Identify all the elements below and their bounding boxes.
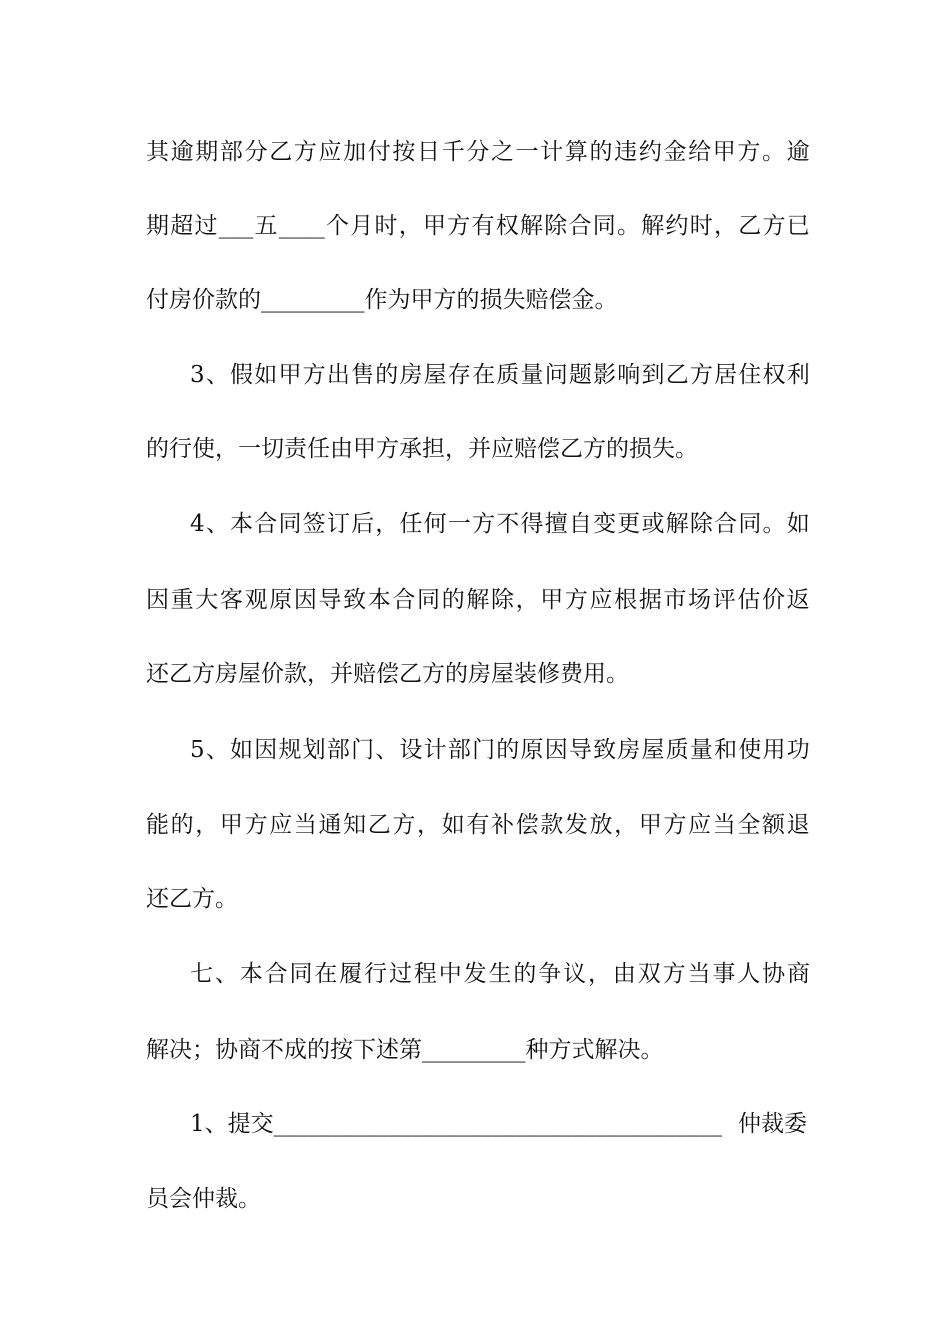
text-char: 签 — [302, 511, 326, 537]
text-char: 方 — [392, 812, 416, 838]
text-char: 根 — [614, 587, 638, 613]
text-char: 量 — [689, 737, 713, 763]
text-char: 方 — [564, 587, 588, 613]
text-char: ， — [375, 511, 399, 537]
text-char: 订 — [326, 511, 350, 537]
text-line-content: 的行使，一切责任由甲方承担，并应赔偿乙方的损失。 — [146, 436, 698, 462]
text-char: 利 — [786, 362, 810, 388]
text-char: 在 — [472, 362, 496, 388]
text-char: 价 — [762, 587, 786, 613]
text-char: 评 — [712, 587, 736, 613]
text-char: 款 — [540, 812, 564, 838]
text-char: 不 — [496, 511, 520, 537]
text-char: 其 — [146, 139, 169, 165]
text-char: 居 — [714, 362, 738, 388]
text-char: 除 — [689, 511, 713, 537]
text-line — [0, 734, 950, 766]
text-char: 除 — [544, 213, 568, 239]
text-char: 履 — [339, 961, 363, 987]
text-char: 中 — [438, 961, 462, 987]
text-char: 任 — [399, 511, 423, 537]
text-line-content: 付房价款的_________作为甲方的损失赔偿金。 — [146, 287, 618, 313]
text-char: 据 — [638, 587, 662, 613]
text-char: ， — [714, 213, 737, 239]
text-char: 乙 — [269, 139, 293, 165]
text-char: 。 — [762, 139, 786, 165]
text-line — [0, 359, 950, 391]
text-char: 权 — [762, 362, 786, 388]
text-char: 部 — [326, 737, 350, 763]
text-char: 甲 — [712, 139, 736, 165]
text-line — [0, 1034, 950, 1066]
text-char: 假 — [230, 362, 254, 388]
text-char: 通 — [318, 812, 342, 838]
text-line — [0, 136, 950, 168]
text-char: ____ — [278, 213, 325, 239]
text-line — [0, 1183, 950, 1215]
text-char: ， — [398, 213, 422, 239]
text-char: 的 — [513, 961, 537, 987]
text-char: 过 — [389, 961, 412, 987]
text-char: 补 — [490, 812, 514, 838]
text-char: 和 — [714, 737, 738, 763]
text-char: 方 — [447, 213, 471, 239]
text-char: 、 — [205, 737, 229, 763]
text-char: 全 — [737, 812, 761, 838]
text-char: 甲 — [219, 812, 243, 838]
text-char: 放 — [589, 812, 613, 838]
text-char: 发 — [564, 812, 588, 838]
text-char: 甲 — [278, 362, 302, 388]
text-char: 4 — [190, 511, 205, 537]
text-char: 乙 — [665, 362, 689, 388]
text-char: 计 — [540, 139, 564, 165]
text-char: 有 — [466, 812, 490, 838]
text-char: 方 — [762, 213, 786, 239]
text-char: 权 — [495, 213, 519, 239]
text-char: 原 — [269, 587, 293, 613]
text-char: 住 — [738, 362, 762, 388]
text-char: 何 — [423, 511, 447, 537]
text-char: 有 — [471, 213, 495, 239]
text-char: ， — [588, 961, 611, 987]
text-char: 算 — [564, 139, 588, 165]
text-char: 期 — [195, 139, 219, 165]
text-char: 自 — [568, 511, 592, 537]
text-char: 因 — [544, 737, 568, 763]
text-char: 如 — [230, 737, 254, 763]
text-char: 时 — [374, 213, 398, 239]
text-char: 返 — [786, 587, 810, 613]
text-char: 应 — [318, 139, 342, 165]
text-char: 额 — [762, 812, 786, 838]
text-char: 个 — [326, 213, 349, 239]
text-char: 、 — [375, 737, 399, 763]
text-char: 题 — [568, 362, 592, 388]
text-char: 约 — [665, 213, 689, 239]
text-char: 同 — [738, 511, 762, 537]
text-line-justified — [190, 958, 810, 990]
text-char: 之 — [490, 139, 514, 165]
text-char: 因 — [293, 587, 317, 613]
text-char: 日 — [417, 139, 441, 165]
text-char: 原 — [520, 737, 544, 763]
text-char: 逾 — [170, 139, 194, 165]
text-char: 乙 — [367, 812, 391, 838]
text-char: 同 — [592, 213, 616, 239]
text-char: 到 — [641, 362, 665, 388]
text-char: 议 — [563, 961, 587, 987]
text-char: 违 — [614, 139, 638, 165]
text-char: 除 — [490, 587, 514, 613]
text-line-justified — [146, 584, 810, 616]
text-char: 逾 — [786, 139, 810, 165]
text-char: 生 — [488, 961, 512, 987]
text-char: 合 — [392, 587, 416, 613]
text-char: 方 — [737, 139, 761, 165]
text-char: 大 — [195, 587, 219, 613]
text-char: 五 — [254, 213, 278, 239]
text-char: 5 — [190, 737, 205, 763]
text-char: ， — [417, 812, 441, 838]
text-char: 方 — [472, 511, 496, 537]
text-line — [0, 210, 950, 242]
text-char: 房 — [617, 737, 641, 763]
text-char: 在 — [314, 961, 338, 987]
text-char: 甲 — [423, 213, 446, 239]
text-char: ， — [515, 587, 539, 613]
text-char: 致 — [593, 737, 617, 763]
text-char: 方 — [302, 362, 326, 388]
text-line — [0, 1108, 950, 1140]
text-char: 本 — [230, 511, 254, 537]
text-char: 当 — [712, 812, 736, 838]
text-char: 致 — [343, 587, 367, 613]
text-char: 解 — [520, 213, 543, 239]
text-char: 应 — [688, 812, 712, 838]
text-char: 得 — [520, 511, 544, 537]
text-line-justified — [190, 508, 810, 540]
text-char: ， — [195, 812, 219, 838]
text-line — [0, 658, 950, 690]
text-char: 超 — [170, 213, 194, 239]
text-char: 七 — [190, 961, 213, 987]
text-char: 的 — [589, 139, 613, 165]
text-char: 门 — [351, 737, 375, 763]
text-line-justified — [190, 359, 810, 391]
text-char: 、 — [214, 961, 238, 987]
text-char: 的 — [441, 587, 465, 613]
text-char: 方 — [663, 812, 687, 838]
text-char: 分 — [244, 139, 268, 165]
text-char: ， — [614, 812, 638, 838]
text-char: 响 — [617, 362, 641, 388]
text-char: 。 — [762, 511, 786, 537]
text-line-content: 解决；协商不成的按下述第_________种方式解决。 — [146, 1037, 664, 1063]
text-char: 方 — [662, 961, 686, 987]
text-char: 协 — [762, 961, 786, 987]
text-char: 变 — [593, 511, 617, 537]
text-char: 的 — [496, 737, 520, 763]
text-char: 市 — [663, 587, 687, 613]
text-line — [0, 508, 950, 540]
text-char: 能 — [146, 812, 169, 838]
text-char: 甲 — [540, 587, 564, 613]
text-char: 期 — [146, 213, 169, 239]
text-line — [0, 883, 950, 915]
text-char: 方 — [689, 362, 713, 388]
text-char: 约 — [638, 139, 662, 165]
text-char: 售 — [351, 362, 375, 388]
text-char: 过 — [194, 213, 218, 239]
text-char: 如 — [441, 812, 465, 838]
text-line-content-end: 仲裁委 — [738, 1111, 807, 1137]
text-char: 计 — [423, 737, 447, 763]
text-char: 当 — [687, 961, 711, 987]
text-char: 质 — [665, 737, 689, 763]
text-char: 双 — [637, 961, 661, 987]
text-char: 更 — [617, 511, 641, 537]
text-char: 、 — [205, 362, 229, 388]
text-char: 乙 — [738, 213, 762, 239]
text-char: 同 — [289, 961, 313, 987]
text-line-justified — [146, 136, 810, 168]
text-char: 应 — [589, 587, 613, 613]
text-char: 使 — [738, 737, 762, 763]
text-char: 应 — [269, 812, 293, 838]
text-char: 问 — [544, 362, 568, 388]
text-char: 当 — [293, 812, 317, 838]
text-line-content: 还乙方房屋价款，并赔偿乙方的房屋装修费用。 — [146, 661, 629, 687]
text-char: 分 — [466, 139, 490, 165]
text-char: 。 — [617, 213, 640, 239]
text-char: 、 — [205, 511, 229, 537]
text-char: 出 — [326, 362, 350, 388]
text-char: 客 — [219, 587, 243, 613]
text-char: 屋 — [423, 362, 447, 388]
text-line-content: 还乙方。 — [146, 886, 238, 912]
text-char: 导 — [318, 587, 342, 613]
text-char: 一 — [447, 511, 471, 537]
text-char: 解 — [641, 213, 665, 239]
text-char: 给 — [688, 139, 712, 165]
text-line-content: 员会仲裁。 — [146, 1186, 261, 1212]
text-char: 3 — [190, 362, 205, 388]
text-char: 时 — [689, 213, 713, 239]
text-char: 金 — [663, 139, 687, 165]
text-char: 知 — [343, 812, 367, 838]
text-line-justified — [190, 734, 810, 766]
text-char: 部 — [219, 139, 243, 165]
text-line-content: 1、提交_______________________________________ — [190, 1111, 723, 1137]
text-char: 争 — [538, 961, 562, 987]
text-char: 估 — [737, 587, 761, 613]
text-char: 本 — [239, 961, 263, 987]
text-char: 因 — [146, 587, 169, 613]
text-char: 合 — [254, 511, 278, 537]
text-char: 质 — [496, 362, 520, 388]
text-char: 后 — [351, 511, 375, 537]
text-char: 场 — [688, 587, 712, 613]
text-char: 导 — [568, 737, 592, 763]
text-char: 门 — [472, 737, 496, 763]
text-char: 加 — [343, 139, 367, 165]
text-char: 设 — [399, 737, 423, 763]
text-char: 解 — [466, 587, 490, 613]
text-char: 划 — [302, 737, 326, 763]
text-char: 合 — [714, 511, 738, 537]
text-char: 按 — [392, 139, 416, 165]
text-char: 退 — [786, 812, 810, 838]
text-char: 事 — [712, 961, 736, 987]
text-char: 屋 — [641, 737, 665, 763]
text-char: 功 — [786, 737, 810, 763]
text-char: 行 — [364, 961, 388, 987]
text-char: 月 — [350, 213, 374, 239]
text-char: 同 — [417, 587, 441, 613]
text-line-justified — [146, 210, 810, 242]
text-char: 方 — [244, 812, 268, 838]
text-char: 合 — [264, 961, 288, 987]
text-line — [0, 809, 950, 841]
text-char: 的 — [375, 362, 399, 388]
text-char: 发 — [463, 961, 487, 987]
text-char: ___ — [218, 213, 254, 239]
text-char: 或 — [641, 511, 665, 537]
text-char: 房 — [399, 362, 423, 388]
text-char: 擅 — [544, 511, 568, 537]
text-char: 存 — [447, 362, 471, 388]
text-line — [0, 958, 950, 990]
text-char: 人 — [737, 961, 761, 987]
text-char: 商 — [787, 961, 810, 987]
text-char: 影 — [593, 362, 617, 388]
text-char: 的 — [170, 812, 194, 838]
text-char: 用 — [762, 737, 786, 763]
text-char: 规 — [278, 737, 302, 763]
text-char: 本 — [367, 587, 391, 613]
text-char: 甲 — [638, 812, 662, 838]
text-char: 如 — [786, 511, 810, 537]
text-char: 方 — [293, 139, 317, 165]
text-char: 付 — [367, 139, 391, 165]
text-char: 偿 — [515, 812, 539, 838]
text-char: 合 — [568, 213, 592, 239]
text-char: 观 — [244, 587, 268, 613]
text-char: 部 — [447, 737, 471, 763]
text-char: 如 — [254, 362, 278, 388]
text-char: 解 — [665, 511, 689, 537]
text-char: 量 — [520, 362, 544, 388]
text-line — [0, 584, 950, 616]
text-char: 因 — [254, 737, 278, 763]
text-line-justified — [146, 809, 810, 841]
text-char: 程 — [413, 961, 437, 987]
text-char: 一 — [515, 139, 539, 165]
text-char: 千 — [441, 139, 465, 165]
text-char: 重 — [170, 587, 194, 613]
text-line — [0, 433, 950, 465]
text-char: 由 — [612, 961, 636, 987]
text-line — [0, 284, 950, 316]
text-char: 同 — [278, 511, 302, 537]
text-char: 已 — [786, 213, 810, 239]
